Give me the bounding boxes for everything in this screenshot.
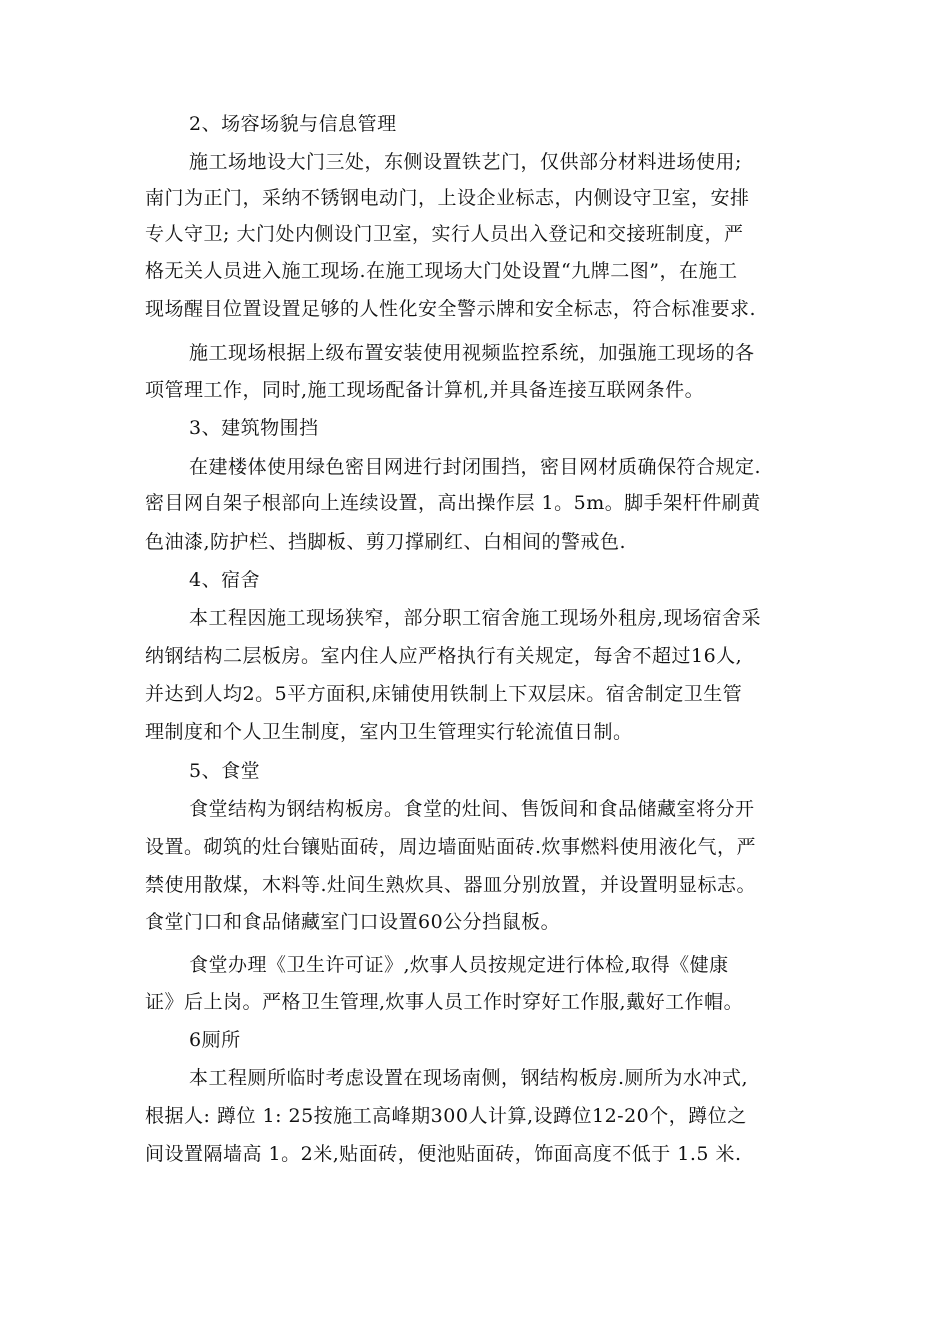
paragraph-line: 专人守卫; 大门处内侧设门卫室，实行人员出入登记和交接班制度，严: [145, 223, 744, 245]
paragraph-line: 本工程因施工现场狭窄，部分职工宿舍施工现场外租房,现场宿舍采: [189, 607, 762, 629]
paragraph-line: 并达到人均2。5平方面积,床铺使用铁制上下双层床。宿舍制定卫生管: [145, 683, 743, 705]
paragraph-line: 现场醒目位置设置足够的人性化安全警示牌和安全标志，符合标准要求.: [145, 298, 757, 320]
heading-canteen: 5、食堂: [189, 760, 261, 782]
paragraph-line: 施工场地设大门三处，东侧设置铁艺门，仅供部分材料进场使用;: [189, 151, 742, 173]
heading-building-enclosure: 3、建筑物围挡: [189, 417, 319, 439]
paragraph-line: 禁使用散煤，木料等.灶间生熟炊具、器皿分别放置，并设置明显标志。: [145, 874, 757, 896]
paragraph-line: 在建楼体使用绿色密目网进行封闭围挡，密目网材质确保符合规定.: [189, 456, 762, 478]
paragraph-line: 项管理工作，同时,施工现场配备计算机,并具备连接互联网条件。: [145, 379, 705, 401]
paragraph-line: 证》后上岗。严格卫生管理,炊事人员工作时穿好工作服,戴好工作帽。: [145, 991, 744, 1013]
heading-site-appearance: 2、场容场貌与信息管理: [189, 113, 397, 135]
paragraph-line: 食堂门口和食品储藏室门口设置60公分挡鼠板。: [145, 911, 561, 933]
paragraph-line: 纳钢结构二层板房。室内住人应严格执行有关规定，每舍不超过16人,: [145, 645, 743, 667]
heading-dormitory: 4、宿舍: [189, 569, 261, 591]
paragraph-line: 格无关人员进入施工现场.在施工现场大门处设置“九牌二图”，在施工: [145, 260, 738, 282]
paragraph-line: 色油漆,防护栏、挡脚板、剪刀撑刷红、白相间的警戒色.: [145, 531, 627, 553]
paragraph-line: 本工程厕所临时考虑设置在现场南侧，钢结构板房.厕所为水冲式,: [189, 1067, 749, 1089]
paragraph-line: 根据人: 蹲位 1: 25按施工高峰期300人计算,设蹲位12-20个，蹲位之: [145, 1105, 747, 1127]
paragraph-line: 食堂办理《卫生许可证》,炊事人员按规定进行体检,取得《健康: [189, 954, 729, 976]
paragraph-line: 间设置隔墙高 1。2米,贴面砖，便池贴面砖，饰面高度不低于 1.5 米.: [145, 1143, 742, 1165]
paragraph-line: 密目网自架子根部向上连续设置，高出操作层 1。5m。脚手架杆件刷黄: [145, 492, 761, 514]
paragraph-line: 施工现场根据上级布置安装使用视频监控系统，加强施工现场的各: [189, 342, 755, 364]
heading-toilet: 6厕所: [189, 1029, 241, 1051]
paragraph-line: 南门为正门，采纳不锈钢电动门，上设企业标志，内侧设守卫室，安排: [145, 187, 750, 209]
paragraph-line: 理制度和个人卫生制度，室内卫生管理实行轮流值日制。: [145, 721, 633, 743]
paragraph-line: 设置。砌筑的灶台镶贴面砖，周边墙面贴面砖.炊事燃料使用液化气，严: [145, 836, 757, 858]
paragraph-line: 食堂结构为钢结构板房。食堂的灶间、售饭间和食品储藏室将分开: [189, 798, 755, 820]
